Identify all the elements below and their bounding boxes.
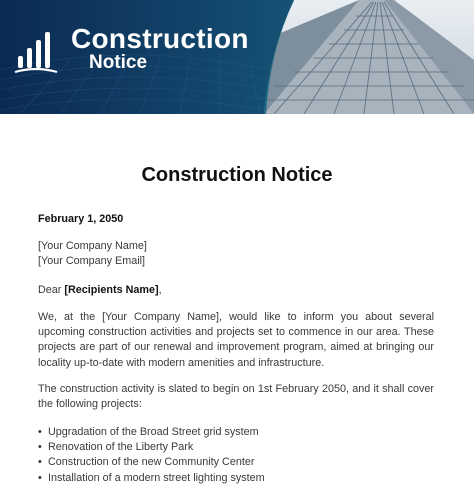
- bar-chart-logo-icon: [14, 30, 58, 74]
- company-block: [38, 239, 434, 269]
- salutation: [38, 283, 434, 298]
- salutation-prefix: Dear: [38, 284, 65, 296]
- intro-paragraph: We, at the [Your Company Name], would like to inform you about several upcoming construction activities and projects set to commence in our area. These projects are part of our renewal and improvement program, aimed at bringing our locality up-to-date with modern amenities and infrastructure.: [38, 311, 434, 369]
- list-item: • Renovation of the Liberty Park: [38, 440, 434, 455]
- list-item: • Upgradation of the Broad Street grid system: [38, 425, 434, 440]
- brand-subtitle: Notice: [89, 52, 148, 73]
- document-title: Construction Notice: [141, 164, 333, 186]
- brand-title: Construction: [71, 23, 249, 54]
- salutation-suffix: ,: [158, 284, 162, 296]
- company-name: [Your Company Name]: [38, 240, 147, 252]
- recipient-name: [Recipients Name]: [64, 284, 159, 296]
- projects-list: [38, 425, 434, 486]
- company-email: [Your Company Email]: [38, 255, 146, 268]
- skyscraper-photo: [264, 0, 474, 114]
- schedule-paragraph: The construction activity is slated to begin on 1st February 2050, and it shall cover the following projects:: [38, 383, 434, 411]
- header-banner: [0, 0, 474, 114]
- list-item: • Installation of a modern street lighting system: [38, 471, 434, 486]
- list-item: • Construction of the new Community Center: [38, 455, 434, 470]
- notice-date: February 1, 2050: [38, 213, 124, 225]
